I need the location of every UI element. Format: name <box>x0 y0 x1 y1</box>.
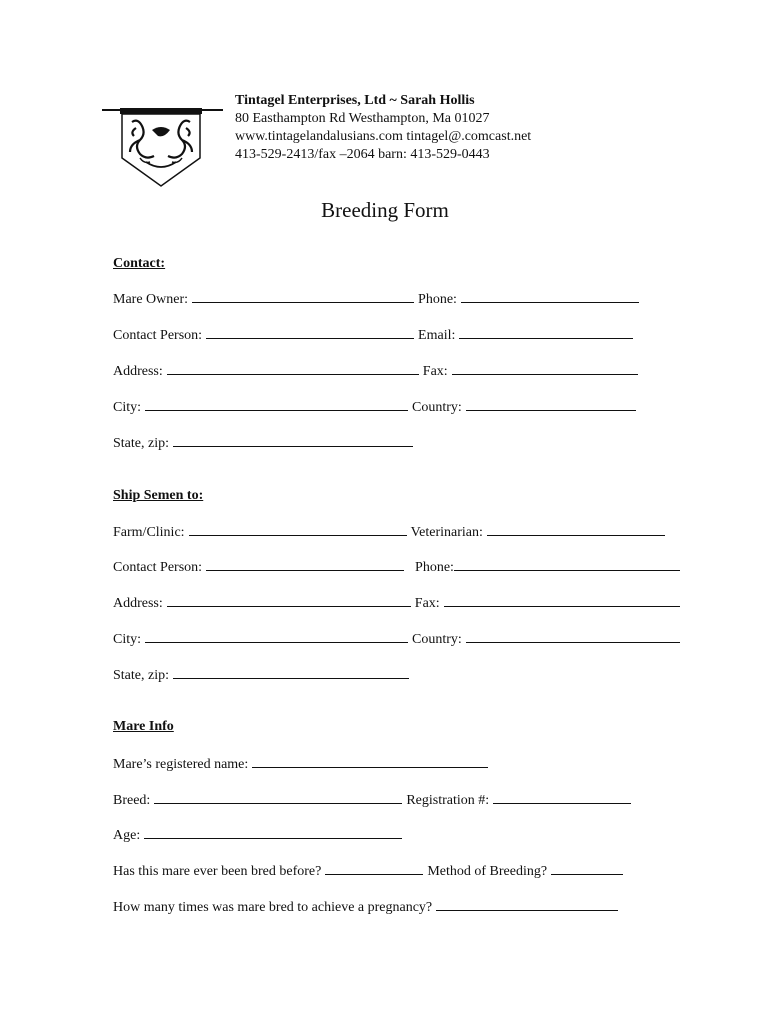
owner-phone-field[interactable] <box>461 290 639 303</box>
owner-phone-label: Phone: <box>418 292 457 307</box>
ship-phone-field[interactable] <box>454 558 680 571</box>
registration-field[interactable] <box>493 791 631 804</box>
letterhead <box>100 92 700 192</box>
heraldic-shield-logo-icon <box>100 100 225 190</box>
bred-before-field[interactable] <box>325 862 423 875</box>
ship-city-label: City: <box>113 632 142 647</box>
contact-person-label: Contact Person: <box>113 328 203 343</box>
ship-country-field[interactable] <box>466 630 680 643</box>
contact-person-field[interactable] <box>206 326 414 339</box>
ship-phone-label: Phone: <box>415 560 454 575</box>
ship-address-label: Address: <box>113 596 163 611</box>
company-web-email: www.tintagelandalusians.com tintagel@.comcast.net <box>235 129 532 144</box>
ship-fax-field[interactable] <box>444 594 680 607</box>
method-field[interactable] <box>551 862 623 875</box>
ship-state-zip-field[interactable] <box>173 666 409 679</box>
ship-contact-person-field[interactable] <box>206 558 404 571</box>
email-label: Email: <box>418 328 456 343</box>
company-phones: 413-529-2413/fax –2064 barn: 413-529-0443 <box>235 147 490 162</box>
contact-row-person-email <box>113 326 637 344</box>
ship-fax-label: Fax: <box>414 596 440 611</box>
contact-city-field[interactable] <box>145 398 408 411</box>
mare-row-age <box>113 826 406 844</box>
registration-label: Registration #: <box>406 793 490 808</box>
bred-before-label: Has this mare ever been bred before? <box>113 864 322 879</box>
contact-heading: Contact: <box>113 256 166 271</box>
age-field[interactable] <box>144 826 402 839</box>
mare-row-breed-registration <box>113 791 635 809</box>
mare-owner-field[interactable] <box>192 290 414 303</box>
times-bred-field[interactable] <box>436 898 618 911</box>
breed-field[interactable] <box>154 791 402 804</box>
contact-country-field[interactable] <box>466 398 636 411</box>
farm-clinic-field[interactable] <box>189 523 407 536</box>
ship-row-city-country <box>113 630 684 648</box>
breed-label: Breed: <box>113 793 151 808</box>
ship-row-state <box>113 666 413 684</box>
veterinarian-field[interactable] <box>487 523 665 536</box>
ship-row-address-fax <box>113 594 684 612</box>
farm-clinic-label: Farm/Clinic: <box>113 525 185 540</box>
ship-address-field[interactable] <box>167 594 411 607</box>
contact-state-zip-field[interactable] <box>173 434 413 447</box>
contact-city-label: City: <box>113 400 142 415</box>
contact-state-zip-label: State, zip: <box>113 436 169 451</box>
mare-row-bred-before <box>113 862 627 880</box>
contact-country-label: Country: <box>412 400 462 415</box>
mare-row-name <box>113 755 492 773</box>
contact-row-city-country <box>113 398 640 416</box>
veterinarian-label: Veterinarian: <box>410 525 483 540</box>
form-title: Breeding Form <box>321 198 449 222</box>
registered-name-field[interactable] <box>252 755 488 768</box>
contact-address-label: Address: <box>113 364 163 379</box>
contact-address-field[interactable] <box>167 362 419 375</box>
ship-contact-person-label: Contact Person: <box>113 560 203 575</box>
contact-fax-label: Fax: <box>422 364 448 379</box>
contact-row-owner-phone <box>113 290 643 308</box>
company-name: Tintagel Enterprises, Ltd ~ Sarah Hollis <box>235 93 475 108</box>
mare-row-times-bred <box>113 898 622 916</box>
company-address: 80 Easthampton Rd Westhampton, Ma 01027 <box>235 111 490 126</box>
times-bred-label: How many times was mare bred to achieve a pregnancy? <box>113 900 433 915</box>
method-label: Method of Breeding? <box>427 864 548 879</box>
ship-country-label: Country: <box>412 632 462 647</box>
ship-state-zip-label: State, zip: <box>113 668 169 683</box>
contact-row-state <box>113 434 417 452</box>
email-field[interactable] <box>459 326 633 339</box>
ship-row-farm-vet <box>113 523 669 541</box>
age-label: Age: <box>113 828 141 843</box>
ship-city-field[interactable] <box>145 630 408 643</box>
mare-owner-label: Mare Owner: <box>113 292 189 307</box>
registered-name-label: Mare’s registered name: <box>113 757 249 772</box>
contact-fax-field[interactable] <box>452 362 638 375</box>
ship-row-person-phone <box>113 558 684 576</box>
ship-semen-heading: Ship Semen to: <box>113 488 204 503</box>
mare-info-heading: Mare Info <box>113 719 174 734</box>
contact-row-address-fax <box>113 362 642 380</box>
